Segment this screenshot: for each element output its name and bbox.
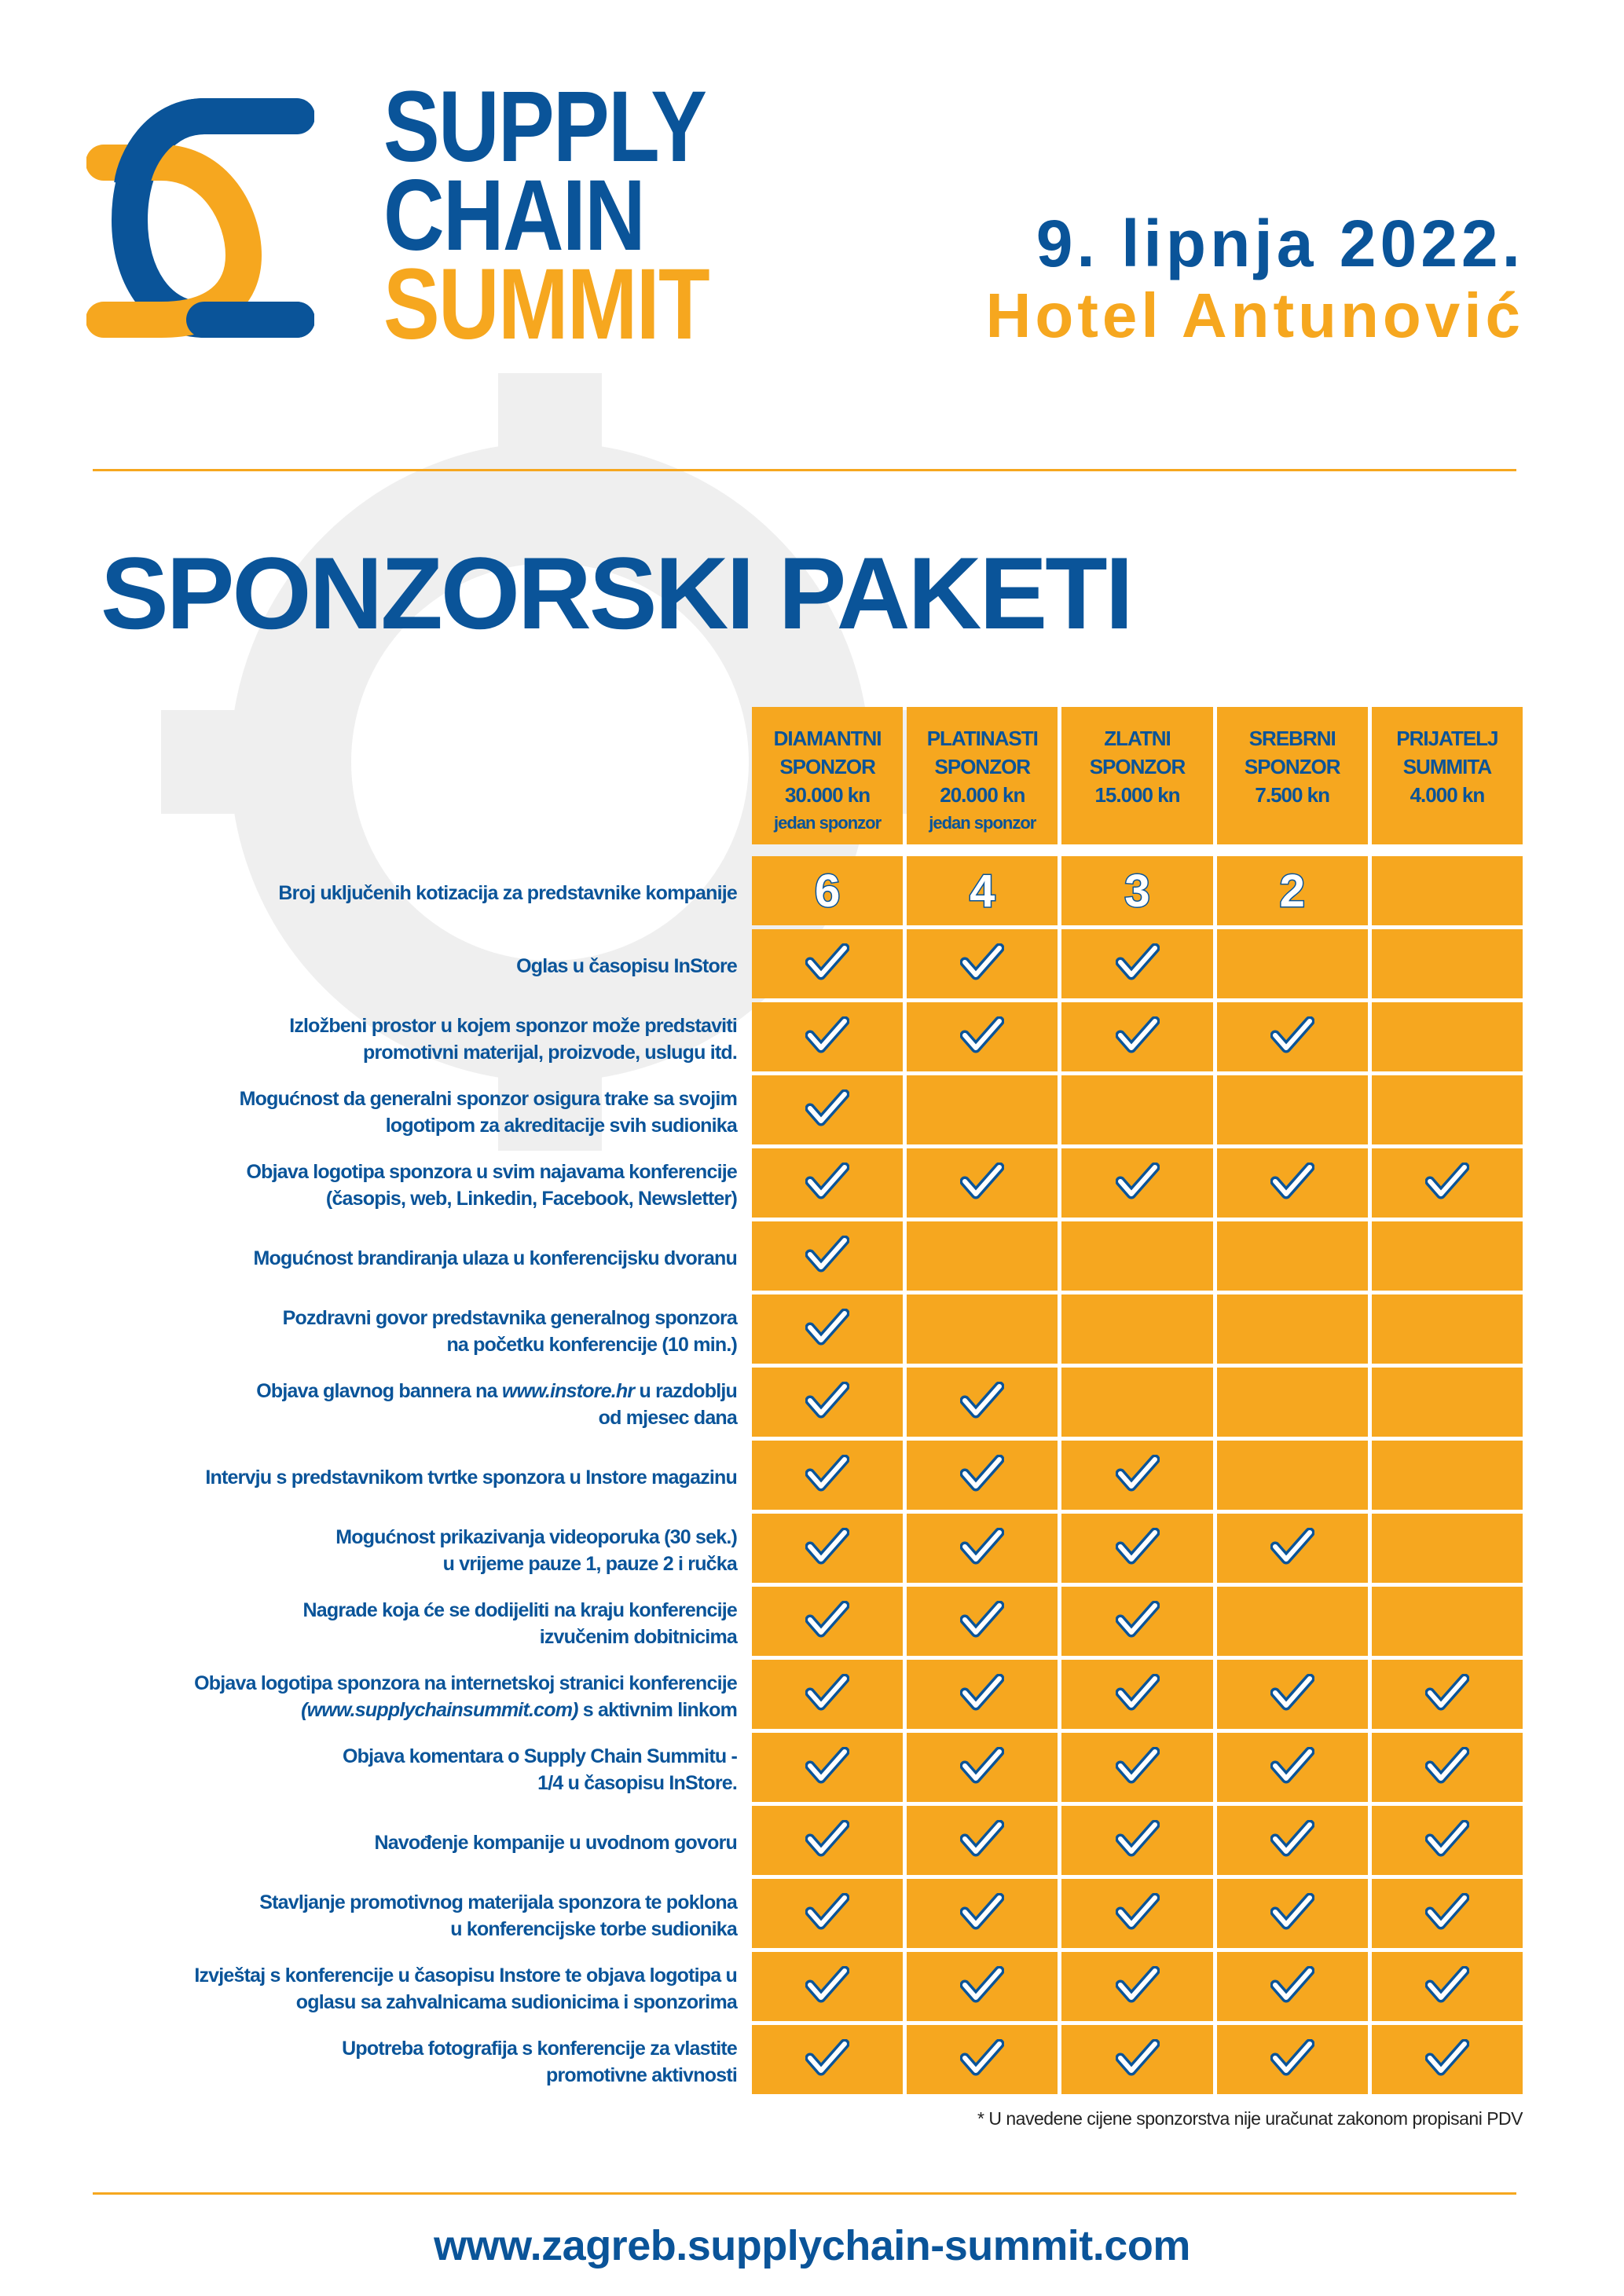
label-segment: (časopis, web, Linkedin, Facebook, Newsletter)	[325, 1187, 737, 1210]
table-cell	[907, 929, 1058, 998]
checkmark-icon	[1116, 2039, 1160, 2081]
label-segment: Mogućnost prikazivanja videoporuka (30 sek.)	[335, 1525, 737, 1548]
table-cell	[1217, 1660, 1368, 1729]
checkmark-icon	[1425, 1163, 1469, 1204]
benefit-label	[47, 1806, 737, 1879]
checkmark-icon	[1116, 943, 1160, 985]
table-cell	[907, 856, 1058, 925]
label-segment: izvučenim dobitnicima	[539, 1625, 737, 1648]
label-segment: Objava komentara o Supply Chain Summitu -	[342, 1745, 737, 1767]
label-line	[374, 1829, 737, 1856]
label-segment: s aktivnim linkom	[577, 1698, 737, 1721]
package-price: 15.000 kn	[1094, 783, 1180, 807]
table-cell	[1061, 1733, 1212, 1802]
table-cell	[907, 1221, 1058, 1291]
benefit-labels	[47, 856, 737, 2098]
label-segment: promotivni materijal, proizvode, uslugu itd.	[363, 1041, 737, 1064]
table-cell	[907, 1806, 1058, 1875]
label-line	[254, 1245, 737, 1272]
table-cell	[1372, 929, 1523, 998]
table-cell	[752, 929, 903, 998]
benefit-label	[47, 1587, 737, 1660]
label-segment: logotipom za akreditacije svih sudionika	[385, 1114, 737, 1137]
table-row	[752, 1660, 1523, 1729]
benefit-label	[47, 1879, 737, 1952]
table-cell	[1061, 1294, 1212, 1364]
package-line2: SPONZOR	[934, 755, 1031, 778]
table-cell	[907, 1952, 1058, 2021]
table-cell	[1061, 1002, 1212, 1071]
checkmark-icon	[1116, 1016, 1160, 1058]
package-header-4	[1217, 707, 1368, 844]
supply-chain-summit-logo-icon	[86, 90, 314, 342]
table-cell	[752, 1368, 903, 1437]
table-cell	[1372, 1514, 1523, 1583]
label-line	[283, 1305, 737, 1331]
package-line2: SUMMITA	[1402, 755, 1492, 778]
table-row	[752, 1368, 1523, 1437]
package-line1: ZLATNI	[1104, 727, 1171, 750]
checkmark-icon	[1270, 1163, 1314, 1204]
table-cell	[1061, 1879, 1212, 1948]
checkmark-icon	[1116, 1747, 1160, 1789]
table-cell	[1217, 1514, 1368, 1583]
registration-count: 3	[1124, 865, 1150, 917]
label-segment: Intervju s predstavnikom tvrtke sponzora u Instore magazinu	[205, 1466, 737, 1489]
checkmark-icon	[960, 1747, 1004, 1789]
table-cell	[1217, 929, 1368, 998]
benefit-label	[47, 856, 737, 929]
checkmark-icon	[805, 1601, 849, 1642]
website-link[interactable]: www.zagreb.supplychain-summit.com	[434, 2222, 1190, 2269]
checkmark-icon	[960, 1163, 1004, 1204]
label-segment: Nagrade koja će se dodijeliti na kraju konferencije	[302, 1598, 737, 1621]
label-segment: Broj uključenih kotizacija za predstavnike kompanije	[278, 881, 737, 904]
label-line	[194, 1962, 737, 1989]
table-cell	[907, 1587, 1058, 1656]
table-cell	[1217, 1221, 1368, 1291]
label-line	[443, 1551, 737, 1577]
package-line1: PLATINASTI	[926, 727, 1038, 750]
label-line	[335, 1524, 737, 1551]
table-cell	[1217, 1368, 1368, 1437]
table-cell	[1061, 1806, 1212, 1875]
label-segment: Navođenje kompanije u uvodnom govoru	[374, 1831, 737, 1854]
table-cell	[1061, 2025, 1212, 2094]
package-price: 4.000 kn	[1410, 783, 1485, 807]
packages-body	[752, 856, 1523, 2098]
event-date: 9. lipnja 2022.	[1036, 207, 1524, 280]
label-segment: u vrijeme pauze 1, pauze 2 i ručka	[442, 1552, 737, 1575]
checkmark-icon	[960, 1966, 1004, 2008]
label-line	[446, 1331, 737, 1358]
table-row	[752, 2025, 1523, 2094]
checkmark-icon	[805, 1163, 849, 1204]
checkmark-icon	[960, 1528, 1004, 1569]
label-line	[386, 1112, 737, 1139]
label-segment: Upotreba fotografija s konferencije za vlastite	[342, 2037, 737, 2060]
table-cell	[752, 1221, 903, 1291]
table-cell	[1061, 1148, 1212, 1218]
checkmark-icon	[1425, 1893, 1469, 1935]
table-cell	[1372, 1148, 1523, 1218]
label-segment: na početku konferencije (10 min.)	[446, 1333, 737, 1356]
package-header-3	[1061, 707, 1212, 844]
checkmark-icon	[1116, 1820, 1160, 1862]
table-cell	[752, 1660, 903, 1729]
table-cell	[1061, 1952, 1212, 2021]
label-segment: Izložbeni prostor u kojem sponzor može predstaviti	[289, 1014, 737, 1037]
checkmark-icon	[1116, 1601, 1160, 1642]
checkmark-icon	[1116, 1966, 1160, 2008]
package-line2: SPONZOR	[1089, 755, 1186, 778]
label-line	[546, 2062, 737, 2089]
table-row	[752, 1952, 1523, 2021]
packages-table	[752, 707, 1523, 917]
label-segment: Pozdravni govor predstavnika generalnog sponzora	[282, 1306, 737, 1329]
registration-count: 2	[1279, 865, 1305, 917]
table-cell	[752, 1879, 903, 1948]
label-line	[599, 1404, 737, 1431]
label-segment: promotivne aktivnosti	[546, 2063, 737, 2086]
benefit-label	[47, 1002, 737, 1075]
table-cell	[1372, 1952, 1523, 2021]
table-cell	[1372, 1733, 1523, 1802]
registration-count: 6	[814, 865, 841, 917]
label-line	[343, 1743, 737, 1770]
package-note: jedan sponzor	[929, 813, 1036, 833]
table-row	[752, 1441, 1523, 1510]
table-cell	[1217, 1952, 1368, 2021]
table-row	[752, 1806, 1523, 1875]
checkmark-icon	[1270, 1528, 1314, 1569]
checkmark-icon	[805, 1016, 849, 1058]
table-row	[752, 929, 1523, 998]
bottom-divider	[93, 2192, 1516, 2195]
logo-line-2: CHAIN	[383, 159, 645, 272]
table-cell	[1061, 1660, 1212, 1729]
page-title: SPONZORSKI PAKETI	[101, 536, 1131, 650]
top-divider	[93, 469, 1516, 471]
checkmark-icon	[805, 1528, 849, 1569]
checkmark-icon	[1425, 1966, 1469, 2008]
table-cell	[1217, 1148, 1368, 1218]
checkmark-icon	[960, 943, 1004, 985]
checkmark-icon	[960, 1820, 1004, 1862]
table-cell	[1372, 1294, 1523, 1364]
checkmark-icon	[1270, 1674, 1314, 1716]
checkmark-icon	[805, 1820, 849, 1862]
table-cell	[1217, 1806, 1368, 1875]
table-cell	[1061, 929, 1212, 998]
checkmark-icon	[960, 1455, 1004, 1496]
logo-line-3: SUMMIT	[383, 248, 709, 361]
checkmark-icon	[805, 1747, 849, 1789]
label-segment: oglasu sa zahvalnicama sudionicima i sponzorima	[295, 1990, 737, 2013]
table-row	[752, 1002, 1523, 1071]
table-cell	[907, 1733, 1058, 1802]
table-cell	[907, 1075, 1058, 1144]
checkmark-icon	[805, 1382, 849, 1423]
table-cell	[752, 1587, 903, 1656]
label-line	[296, 1989, 737, 2016]
table-cell	[752, 1733, 903, 1802]
checkmark-icon	[805, 2039, 849, 2081]
benefit-label	[47, 1952, 737, 2025]
table-cell	[1061, 1221, 1212, 1291]
checkmark-icon	[1116, 1674, 1160, 1716]
benefit-label	[47, 1441, 737, 1514]
event-venue: Hotel Antunović	[985, 280, 1524, 350]
table-cell	[1217, 856, 1368, 925]
checkmark-icon	[1116, 1163, 1160, 1204]
package-line1: DIAMANTNI	[773, 727, 882, 750]
table-cell	[1217, 1587, 1368, 1656]
table-cell	[1217, 1294, 1368, 1364]
label-segment: Izvještaj s konferencije u časopisu Instore te objava logotipa u	[194, 1964, 737, 1987]
checkmark-icon	[805, 1236, 849, 1277]
table-cell	[1372, 1368, 1523, 1437]
package-header-5	[1372, 707, 1523, 844]
package-line1: SREBRNI	[1248, 727, 1336, 750]
table-cell	[752, 1075, 903, 1144]
checkmark-icon	[1270, 1016, 1314, 1058]
label-line	[247, 1159, 737, 1185]
table-row	[752, 1294, 1523, 1364]
table-cell	[1061, 1514, 1212, 1583]
vat-footnote: * U navedene cijene sponzorstva nije uračunat zakonom propisani PDV	[977, 2108, 1523, 2129]
registration-count: 4	[970, 865, 995, 917]
package-header-2	[907, 707, 1058, 844]
checkmark-icon	[960, 1674, 1004, 1716]
checkmark-icon	[805, 1966, 849, 2008]
table-cell	[907, 1294, 1058, 1364]
checkmark-icon	[960, 1016, 1004, 1058]
checkmark-icon	[805, 1455, 849, 1496]
table-cell	[1372, 1806, 1523, 1875]
label-line	[516, 953, 737, 980]
table-cell	[1061, 856, 1212, 925]
table-cell	[1372, 2025, 1523, 2094]
table-cell	[1372, 1002, 1523, 1071]
package-price: 30.000 kn	[785, 783, 871, 807]
checkmark-icon	[805, 1089, 849, 1131]
table-cell	[907, 2025, 1058, 2094]
label-segment: Objava logotipa sponzora na internetskoj stranici konferencije	[194, 1672, 737, 1694]
table-cell	[1217, 1733, 1368, 1802]
benefit-label	[47, 1514, 737, 1587]
table-row	[752, 1148, 1523, 1218]
label-segment: Oglas u časopisu InStore	[516, 954, 737, 977]
label-line	[259, 1889, 737, 1916]
table-cell	[1372, 1587, 1523, 1656]
table-row	[752, 1879, 1523, 1948]
benefit-label	[47, 1294, 737, 1368]
checkmark-icon	[1425, 1674, 1469, 1716]
benefit-label	[47, 1368, 737, 1441]
label-segment: od mjesec dana	[598, 1406, 737, 1429]
checkmark-icon	[805, 1674, 849, 1716]
checkmark-icon	[960, 2039, 1004, 2081]
label-line	[278, 880, 737, 906]
table-cell	[907, 1002, 1058, 1071]
table-row	[752, 1733, 1523, 1802]
checkmark-icon	[1270, 1893, 1314, 1935]
table-cell	[1217, 1075, 1368, 1144]
label-line	[537, 1770, 737, 1796]
table-cell	[752, 1294, 903, 1364]
label-segment: Mogućnost brandiranja ulaza u konferencijsku dvoranu	[253, 1247, 737, 1269]
package-header-1	[752, 707, 903, 844]
label-segment: Stavljanje promotivnog materijala sponzora te poklona	[259, 1891, 737, 1913]
table-cell	[907, 1514, 1058, 1583]
checkmark-icon	[1270, 1820, 1314, 1862]
label-segment: u razdoblju	[634, 1379, 737, 1402]
label-line	[450, 1916, 737, 1943]
checkmark-icon	[1425, 2039, 1469, 2081]
checkmark-icon	[1116, 1528, 1160, 1569]
table-cell	[1372, 1660, 1523, 1729]
table-cell	[752, 856, 903, 925]
package-line2: SPONZOR	[779, 755, 875, 778]
checkmark-icon	[805, 1309, 849, 1350]
label-line	[256, 1378, 737, 1404]
label-segment: u konferencijske torbe sudionika	[450, 1917, 737, 1940]
table-cell	[752, 1952, 903, 2021]
table-cell	[1217, 2025, 1368, 2094]
table-cell	[752, 2025, 903, 2094]
label-segment: 1/4 u časopisu InStore.	[537, 1771, 737, 1794]
checkmark-icon	[1270, 1747, 1314, 1789]
table-row	[752, 1587, 1523, 1656]
table-row	[752, 856, 1523, 925]
checkmark-icon	[805, 1893, 849, 1935]
label-segment: Mogućnost da generalni sponzor osigura trake sa svojim	[239, 1087, 737, 1110]
table-cell	[752, 1514, 903, 1583]
label-line	[240, 1086, 737, 1112]
package-price: 7.500 kn	[1255, 783, 1330, 807]
label-line	[540, 1624, 737, 1650]
benefit-label	[47, 2025, 737, 2098]
table-cell	[907, 1368, 1058, 1437]
label-line	[301, 1697, 737, 1723]
package-note: jedan sponzor	[774, 813, 882, 833]
benefit-label	[47, 1660, 737, 1733]
table-cell	[1372, 856, 1523, 925]
label-segment: (www.supplychainsummit.com)	[301, 1698, 578, 1721]
checkmark-icon	[1270, 2039, 1314, 2081]
checkmark-icon	[1425, 1820, 1469, 1862]
table-cell	[1061, 1441, 1212, 1510]
table-cell	[907, 1879, 1058, 1948]
table-cell	[907, 1660, 1058, 1729]
table-cell	[752, 1148, 903, 1218]
table-cell	[1372, 1221, 1523, 1291]
checkmark-icon	[1270, 1966, 1314, 2008]
checkmark-icon	[1425, 1747, 1469, 1789]
benefit-label	[47, 1733, 737, 1806]
benefit-label	[47, 1075, 737, 1148]
table-cell	[1217, 1002, 1368, 1071]
table-row	[752, 1221, 1523, 1291]
table-cell	[907, 1148, 1058, 1218]
label-line	[303, 1597, 737, 1624]
label-line	[363, 1039, 737, 1066]
package-line1: PRIJATELJ	[1396, 727, 1498, 750]
label-line	[289, 1013, 737, 1039]
label-line	[326, 1185, 737, 1212]
table-cell	[1217, 1441, 1368, 1510]
benefit-label	[47, 1221, 737, 1294]
package-line2: SPONZOR	[1244, 755, 1340, 778]
table-cell	[752, 1441, 903, 1510]
label-line	[342, 2035, 737, 2062]
package-price: 20.000 kn	[940, 783, 1025, 807]
table-row	[752, 1075, 1523, 1144]
logo-wordmark	[383, 71, 709, 361]
checkmark-icon	[1116, 1893, 1160, 1935]
table-cell	[1372, 1879, 1523, 1948]
benefit-label	[47, 1148, 737, 1221]
table-cell	[1061, 1368, 1212, 1437]
label-segment: Objava glavnog bannera na	[256, 1379, 502, 1402]
checkmark-icon	[960, 1601, 1004, 1642]
table-cell	[752, 1806, 903, 1875]
label-segment: www.instore.hr	[501, 1379, 635, 1402]
label-segment: Objava logotipa sponzora u svim najavama konferencije	[246, 1160, 737, 1183]
table-cell	[907, 1441, 1058, 1510]
label-line	[205, 1464, 737, 1491]
label-line	[194, 1670, 737, 1697]
logo-line-1: SUPPLY	[383, 71, 706, 183]
checkmark-icon	[960, 1382, 1004, 1423]
table-cell	[1061, 1075, 1212, 1144]
table-cell	[1217, 1879, 1368, 1948]
checkmark-icon	[960, 1893, 1004, 1935]
benefit-label	[47, 929, 737, 1002]
table-cell	[1372, 1075, 1523, 1144]
packages-header-row	[752, 707, 1523, 844]
checkmark-icon	[805, 943, 849, 985]
table-cell	[1372, 1441, 1523, 1510]
table-cell	[1061, 1587, 1212, 1656]
table-cell	[752, 1002, 903, 1071]
checkmark-icon	[1116, 1455, 1160, 1496]
table-row	[752, 1514, 1523, 1583]
